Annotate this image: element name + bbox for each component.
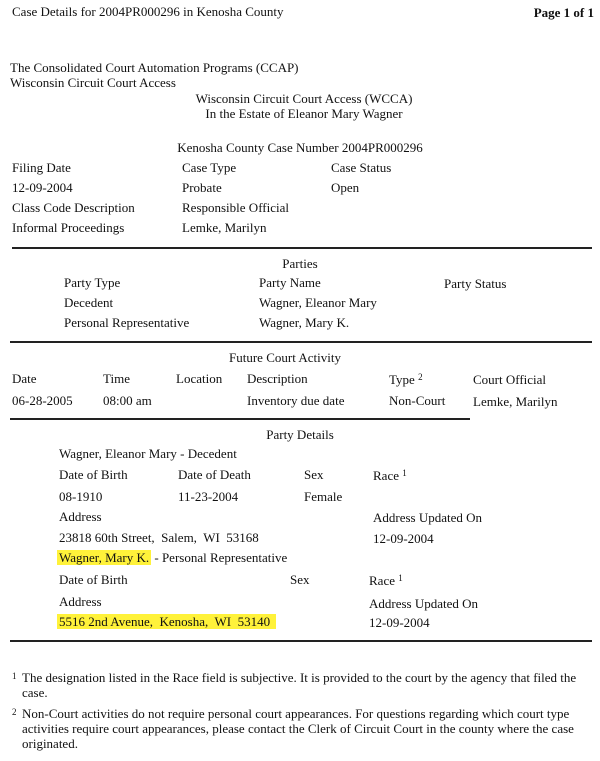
footnote-1: [12, 670, 587, 700]
sex: Female: [304, 489, 343, 504]
responsible-official: Lemke, Marilyn: [182, 220, 267, 235]
document-title: Case Details for 2004PR000296 in Kenosha County: [12, 4, 284, 19]
footnote-2: [12, 706, 587, 751]
footnote-text: The designation listed in the Race field is subjective. It is provided to the court by the agency that filed the case.: [22, 670, 577, 700]
address-label: Address: [59, 594, 102, 609]
divider: [12, 247, 592, 249]
party-type: Personal Representative: [64, 315, 190, 330]
case-status: Open: [331, 180, 360, 195]
case-status-label: Case Status: [331, 160, 392, 175]
party-type: Decedent: [64, 295, 114, 310]
court-official-header: Court Official: [473, 372, 547, 387]
type-header: [389, 372, 423, 388]
footnote-ref: 2: [418, 372, 423, 382]
dob: 08-1910: [59, 489, 103, 504]
activity-type: Non-Court: [389, 393, 446, 408]
case-type-label: Case Type: [182, 160, 237, 175]
divider: [10, 341, 592, 343]
race-label-text: Race: [369, 573, 395, 588]
party-type-header: Party Type: [64, 275, 121, 290]
filing-date-label: Filing Date: [12, 160, 71, 175]
representative-name: Wagner, Mary K.: [59, 550, 150, 565]
page-indicator: Page 1 of 1: [533, 5, 594, 20]
official-label: Responsible Official: [182, 200, 289, 215]
sex-label: Sex: [290, 572, 310, 587]
decedent-heading: Wagner, Eleanor Mary - Decedent: [59, 446, 237, 461]
footnote-ref: 1: [398, 573, 403, 583]
sex-label: Sex: [304, 467, 324, 482]
address-updated-label: Address Updated On: [373, 510, 483, 525]
case-number: Kenosha County Case Number 2004PR000296: [177, 140, 423, 155]
case-type: Probate: [182, 180, 222, 195]
divider: [10, 418, 470, 420]
party-details-title: Party Details: [266, 427, 334, 442]
race-label: [369, 573, 403, 589]
footnote-number: 1: [12, 671, 17, 681]
class-code-label: Class Code Description: [12, 200, 135, 215]
estate-title: In the Estate of Eleanor Mary Wagner: [205, 106, 403, 121]
activity-time: 08:00 am: [103, 393, 152, 408]
time-header: Time: [103, 371, 130, 386]
party-name: Wagner, Eleanor Mary: [259, 295, 377, 310]
address: [59, 614, 276, 630]
party-name-header: Party Name: [259, 275, 321, 290]
description-header: Description: [247, 371, 308, 386]
address-text: 5516 2nd Avenue, Kenosha, WI 53140: [57, 614, 276, 629]
representative-heading: [59, 550, 287, 566]
address-label: Address: [59, 509, 102, 524]
location-header: Location: [176, 371, 223, 386]
activity-official: Lemke, Marilyn: [473, 394, 558, 409]
address-updated: 12-09-2004: [373, 531, 434, 546]
date-header: Date: [12, 371, 37, 386]
footnote-text: Non-Court activities do not require personal court appearances. For questions regarding which court type activities require court appearances, please contact the Clerk of Circuit Court in the county where the case originated.: [22, 706, 574, 751]
org-name: The Consolidated Court Automation Programs (CCAP): [10, 60, 299, 75]
org-subname: Wisconsin Circuit Court Access: [10, 75, 176, 90]
class-code: Informal Proceedings: [12, 220, 125, 235]
activity-title: Future Court Activity: [229, 350, 341, 365]
race-label-text: Race: [373, 468, 399, 483]
parties-title: Parties: [282, 256, 318, 271]
dob-label: Date of Birth: [59, 572, 128, 587]
dod-label: Date of Death: [178, 467, 251, 482]
dob-label: Date of Birth: [59, 467, 128, 482]
activity-description: Inventory due date: [247, 393, 345, 408]
address: 23818 60th Street, Salem, WI 53168: [59, 530, 259, 545]
activity-date: 06-28-2005: [12, 393, 73, 408]
race-label: [373, 468, 407, 484]
footnote-ref: 1: [402, 468, 407, 478]
dod: 11-23-2004: [178, 489, 239, 504]
type-header-label: Type: [389, 372, 415, 387]
party-status-header: Party Status: [444, 276, 507, 291]
filing-date: 12-09-2004: [12, 180, 73, 195]
divider: [10, 640, 592, 642]
address-updated-label: Address Updated On: [369, 596, 479, 611]
footnote-number: 2: [12, 707, 17, 717]
party-name: Wagner, Mary K.: [259, 315, 350, 330]
wcca-title: Wisconsin Circuit Court Access (WCCA): [195, 91, 413, 106]
representative-role: - Personal Representative: [151, 550, 288, 565]
address-updated: 12-09-2004: [369, 615, 430, 630]
